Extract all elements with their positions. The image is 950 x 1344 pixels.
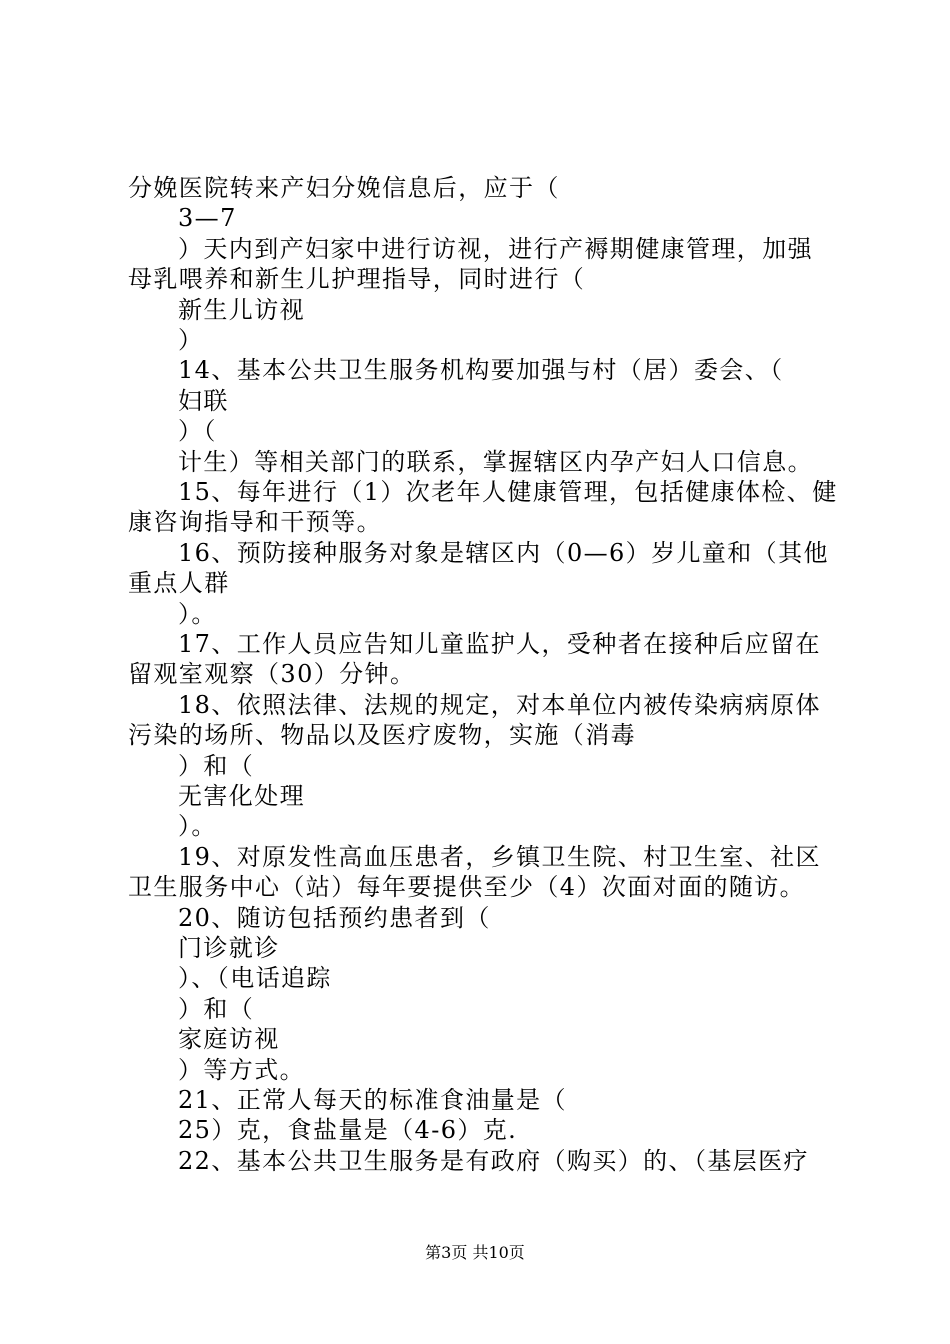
text-line: 15、每年进行（1）次老年人健康管理，包括健康体检、健 — [178, 478, 838, 506]
text-line: 分娩医院转来产妇分娩信息后，应于（ — [128, 174, 560, 202]
text-line: 妇联 — [178, 387, 229, 415]
text-line: 3—7 — [178, 204, 237, 232]
text-line: ）和（ — [178, 995, 255, 1023]
text-line: ）天内到产妇家中进行访视，进行产褥期健康管理，加强 — [178, 235, 813, 263]
text-line: ）。 — [178, 600, 217, 628]
text-line: 家庭访视 — [178, 1025, 280, 1053]
text-line: 康咨询指导和干预等。 — [128, 508, 382, 536]
text-line: 污染的场所、物品以及医疗废物，实施（消毒 — [128, 721, 636, 749]
text-line: 留观室观察（30）分钟。 — [128, 660, 416, 688]
text-line: 21、正常人每天的标准食油量是（ — [178, 1086, 567, 1114]
text-line: 重点人群 — [128, 569, 230, 597]
text-line: 14、基本公共卫生服务机构要加强与村（居）委会、（ — [178, 356, 784, 384]
text-line: ）等方式。 — [178, 1056, 305, 1084]
text-line: ）和（ — [178, 752, 255, 780]
text-line: 母乳喂养和新生儿护理指导，同时进行（ — [128, 265, 586, 293]
text-line: 新生儿访视 — [178, 296, 305, 324]
text-line: 计生）等相关部门的联系，掌握辖区内孕产妇人口信息。 — [178, 448, 813, 476]
text-line: 卫生服务中心（站）每年要提供至少（4）次面对面的随访。 — [128, 873, 806, 901]
text-line: 25）克，食盐量是（4-6）克. — [178, 1116, 518, 1144]
text-line: ）、（电话追踪 — [178, 964, 332, 992]
page-footer: 第3页 共10页 — [425, 1243, 525, 1262]
text-line: 无害化处理 — [178, 782, 305, 810]
text-line: 22、基本公共卫生服务是有政府（购买）的、（基层医疗 — [178, 1147, 809, 1175]
text-line: 20、随访包括预约患者到（ — [178, 904, 491, 932]
text-line: 门诊就诊 — [178, 934, 280, 962]
text-line: 18、依照法律、法规的规定，对本单位内被传染病病原体 — [178, 691, 821, 719]
text-line: 19、对原发性高血压患者，乡镇卫生院、村卫生室、社区 — [178, 843, 821, 871]
text-line: 16、预防接种服务对象是辖区内（0—6）岁儿童和（其他 — [178, 539, 829, 567]
text-line: ） — [178, 326, 204, 354]
text-line: ）（ — [178, 417, 217, 445]
text-line: ）。 — [178, 812, 217, 840]
text-line: 17、工作人员应告知儿童监护人，受种者在接种后应留在 — [178, 630, 821, 658]
